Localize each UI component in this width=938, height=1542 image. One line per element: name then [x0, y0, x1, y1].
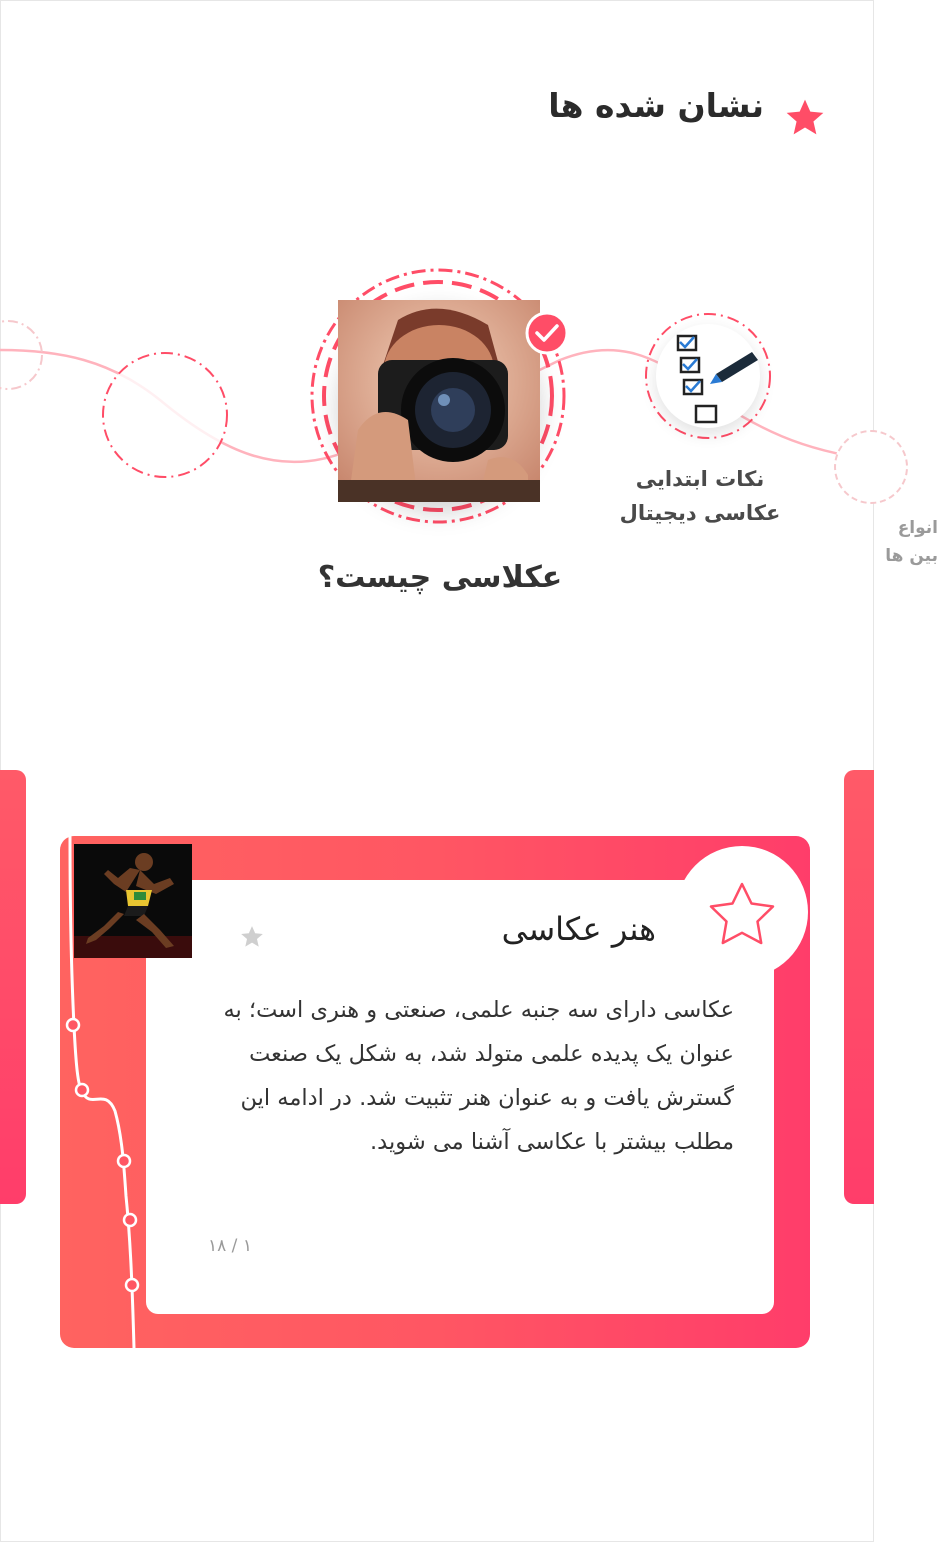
lesson-title-next-line1: نکات ابتدایی	[635, 467, 765, 491]
bookmark-button[interactable]	[676, 846, 808, 978]
lesson-image-upcoming[interactable]	[834, 430, 908, 504]
star-icon	[782, 96, 828, 140]
lesson-title-upcoming-line2: بین ها	[885, 546, 938, 566]
star-outline-icon	[676, 846, 808, 978]
card-title: هنر عکاسی	[501, 910, 656, 948]
rating-star-icon[interactable]	[238, 924, 266, 950]
completed-check-icon	[524, 310, 570, 356]
lesson-title-current[interactable]: عکلاسی چیست؟	[317, 560, 563, 595]
lesson-title-upcoming-line1: انواع	[897, 518, 938, 538]
checklist-icon	[656, 324, 760, 428]
page-counter: ۱ / ۱۸	[208, 1236, 252, 1256]
lesson-title-next-line2: عکاسی دیجیتال	[619, 501, 781, 525]
next-card-peek[interactable]	[844, 770, 874, 1204]
lesson-image-checklist[interactable]	[656, 324, 760, 428]
lesson-title-next[interactable]	[600, 462, 800, 530]
lesson-image-photography[interactable]	[338, 300, 540, 502]
content-card[interactable]	[60, 836, 810, 1348]
card-body-text: عکاسی دارای سه جنبه علمی، صنعتی و هنری است؛ به عنوان یک پدیده علمی متولد شد، به شکل یک صنعت گسترش یافت و به عنوان هنر تثبیت شد. در ادامه این مطلب بیشتر با عکاسی آشنا می شوید.	[223, 997, 734, 1155]
lesson-title-upcoming[interactable]	[818, 514, 938, 570]
previous-card-peek[interactable]	[0, 770, 26, 1204]
page-title: نشان شده ها	[548, 86, 764, 125]
card-thumbnail-runner	[74, 844, 192, 958]
